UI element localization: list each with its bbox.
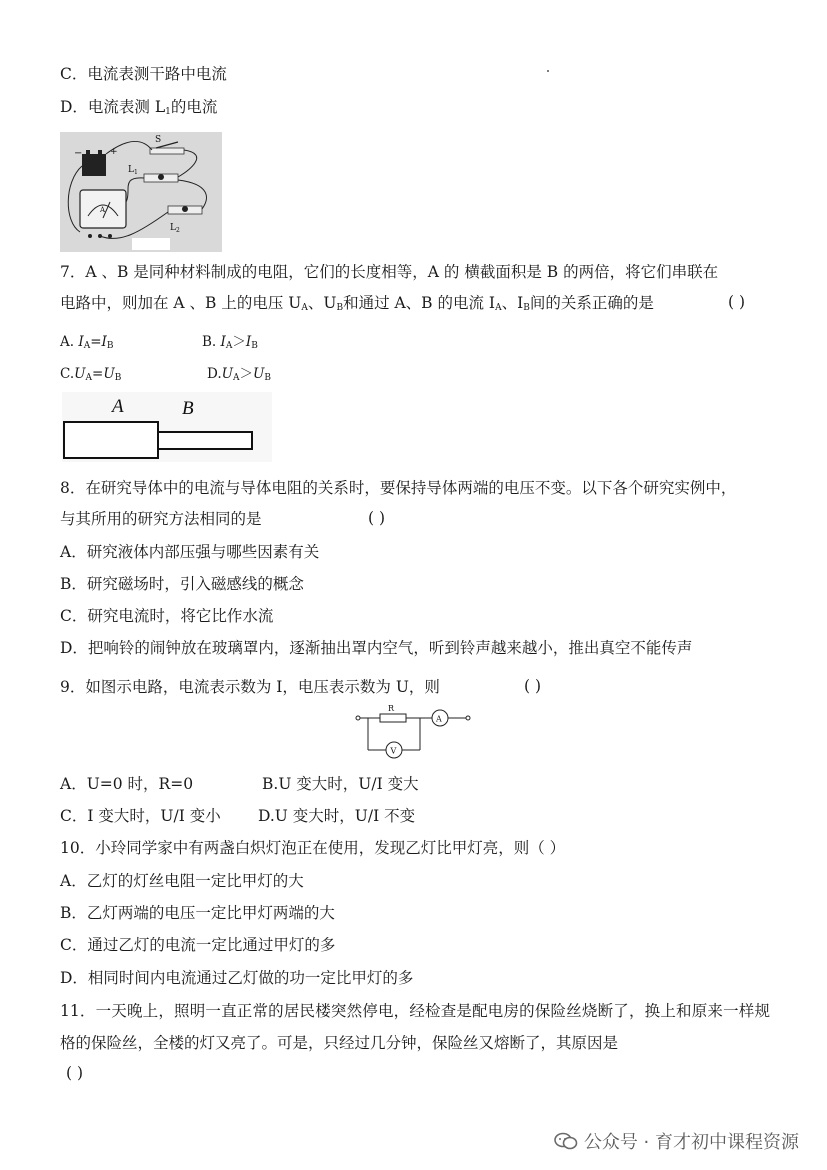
q8-option-c[interactable]: C．研究电流时，将它比作水流 <box>60 607 274 625</box>
q9-stem: 9．如图示电路，电流表示数为 I，电压表示数为 U，则 <box>60 678 440 696</box>
q6-ammeter-label: A <box>100 206 106 214</box>
q6-switch-label: S <box>155 135 162 145</box>
q6-lamp2-label: $L_2$ <box>170 223 180 234</box>
q8-option-a[interactable]: A．研究液体内部压强与哪些因素有关 <box>60 543 320 561</box>
q10-option-a[interactable]: A．乙灯的灯丝电阻一定比甲灯的大 <box>60 872 304 890</box>
q8-option-b[interactable]: B．研究磁场时，引入磁感线的概念 <box>60 575 304 593</box>
q7-stem-line1: 7．A 、B 是同种材料制成的电阻，它们的长度相等，A 的 横截面积是 B 的两倍，将它们串联在 <box>60 263 719 281</box>
q9-option-c[interactable]: C．I 变大时，U/I 变小 <box>60 807 221 825</box>
q11-answer-bracket: ( ) <box>66 1064 84 1082</box>
scan-speck <box>547 70 549 72</box>
q7-option-d[interactable]: $D.U_A>U_B$ <box>207 366 272 383</box>
q8-option-d[interactable]: D．把响铃的闹钟放在玻璃罩内，逐渐抽出罩内空气，听到铃声越来越小，推出真空不能传声 <box>60 639 693 657</box>
watermark-text: 公众号 · 育才初中课程资源 <box>583 1132 799 1153</box>
q7-conductors-figure <box>62 392 272 462</box>
q7-label-a: A <box>112 396 124 417</box>
q6-option-c: C．电流表测干路中电流 <box>60 65 227 83</box>
q7-option-c[interactable]: $C.U_A=U_B$ <box>60 366 122 383</box>
q9-option-b[interactable]: B.U 变大时，U/I 变大 <box>262 775 419 793</box>
q10-stem: 10．小玲同学家中有两盏白炽灯泡正在使用，发现乙灯比甲灯亮，则（ ） <box>60 839 566 857</box>
q7-conductor-a <box>64 422 158 458</box>
q10-option-b[interactable]: B．乙灯两端的电压一定比甲灯两端的大 <box>60 904 335 922</box>
q9-option-a[interactable]: A．U=0 时，R=0 <box>60 775 194 793</box>
q7-answer-bracket: ( ) <box>728 293 746 311</box>
q10-option-c[interactable]: C．通过乙灯的电流一定比通过甲灯的多 <box>60 936 336 954</box>
q10-option-d[interactable]: D．相同时间内电流通过乙灯做的功一定比甲灯的多 <box>60 969 414 987</box>
q7-option-b[interactable]: B. $I_A>I_B$ <box>202 334 258 351</box>
q6-circuit-figure <box>60 132 222 252</box>
q9-option-d[interactable]: D.U 变大时，U/I 不变 <box>258 807 416 825</box>
q7-option-a[interactable]: A. $I_A=I_B$ <box>60 334 114 351</box>
q7-conductor-b <box>158 432 252 449</box>
q11-stem: 11．一天晚上，照明一直正常的居民楼突然停电，经检查是配电房的保险丝烧断了，换上和原来一样规格的保险丝，全楼的灯又亮了。可是，只经过几分钟，保险丝又熔断了，其原因是 <box>60 1002 770 1052</box>
svg-text:−: − <box>74 148 83 159</box>
q8-stem-line2: 与其所用的研究方法相同的是 <box>60 510 262 528</box>
q9-voltmeter-label: V <box>390 746 397 756</box>
q9-ammeter-label: A <box>436 714 442 724</box>
q7-label-b: B <box>182 398 194 419</box>
q6-option-d: D．电流表测 $L_1$的电流 <box>60 98 218 117</box>
q9-resistor-label: R <box>388 704 395 713</box>
q9-answer-bracket: ( ) <box>524 677 542 695</box>
q8-stem-line1: 8．在研究导体中的电流与导体电阻的关系时，要保持导体两端的电压不变。以下各个研究实例中， <box>60 479 737 497</box>
q9-resistor <box>380 714 406 722</box>
q9-circuit-diagram <box>352 704 482 764</box>
wechat-watermark <box>554 1128 799 1154</box>
svg-text:+: + <box>110 147 118 157</box>
q6-lamp1-label: $L_1$ <box>128 165 138 176</box>
q7-stem-line2: 电路中，则加在 A 、B 上的电压 $U_A$、$U_B$和通过 A、B 的电流 $I_A$、$I_B$间的关系正确的是 <box>60 294 654 313</box>
wechat-icon <box>554 1131 578 1151</box>
q8-answer-bracket: ( ) <box>368 509 386 527</box>
